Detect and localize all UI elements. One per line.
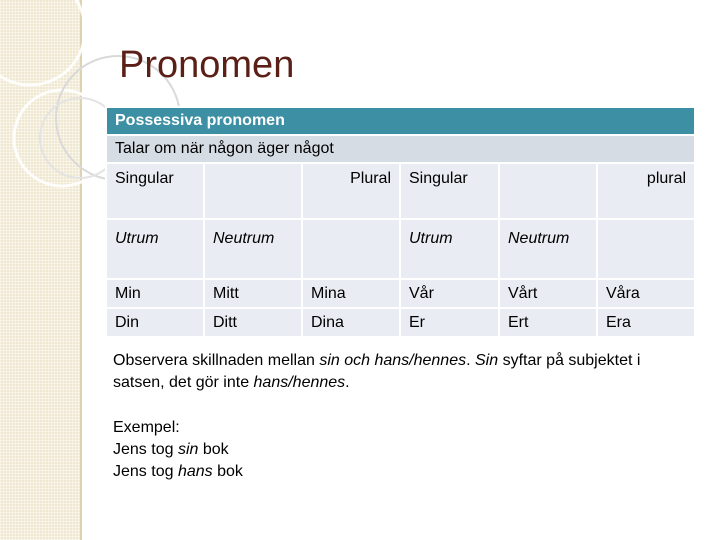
table-cell: Plural [302,163,400,219]
table-row [106,308,695,337]
table-cell: Våra [597,279,695,308]
table-cell: Ert [499,308,597,337]
example-block [113,417,243,483]
table-cell: Utrum [400,219,499,279]
table-cell: Singular [106,163,204,219]
note-text: syftar på subjektet i satsen, det gör inte [113,352,641,391]
table-row [106,163,695,219]
note-text-italic: Sin [475,352,499,369]
note-text-italic: hans/hennes [253,374,346,391]
table-cell [204,163,302,219]
example-line-2 [113,461,243,483]
table-cell: Vår [400,279,499,308]
example-label: Exempel: [113,419,180,436]
slide-title: Pronomen [119,44,295,86]
table-header: Possessiva pronomen [106,107,695,135]
table-subheader: Talar om när någon äger något [106,135,695,163]
possessive-pronoun-table [105,106,696,338]
table-cell: Utrum [106,219,204,279]
table-cell: Vårt [499,279,597,308]
table-cell: Era [597,308,695,337]
table-cell: Ditt [204,308,302,337]
table-cell [302,219,400,279]
table-cell: Singular [400,163,499,219]
table-row [106,219,695,279]
table-cell: Dina [302,308,400,337]
table-cell: plural [597,163,695,219]
example-text: bok [212,463,243,480]
note-text: . [466,352,475,369]
table-cell: Min [106,279,204,308]
note-text-italic: sin och hans/hennes [319,352,467,369]
table-cell: Er [400,308,499,337]
table-cell: Neutrum [499,219,597,279]
table-cell [597,219,695,279]
example-line-1 [113,439,243,461]
example-text-italic: sin [177,441,199,458]
example-text: bok [198,441,229,458]
observation-paragraph [113,350,673,394]
note-text: Observera skillnaden mellan [113,352,320,369]
table-row [106,279,695,308]
table-cell: Mina [302,279,400,308]
example-text: Jens tog [113,441,178,458]
table-cell [499,163,597,219]
note-text: . [345,374,350,391]
table-cell: Neutrum [204,219,302,279]
example-text: Jens tog [113,463,178,480]
example-text-italic: hans [177,463,213,480]
table-cell: Mitt [204,279,302,308]
table-cell: Din [106,308,204,337]
